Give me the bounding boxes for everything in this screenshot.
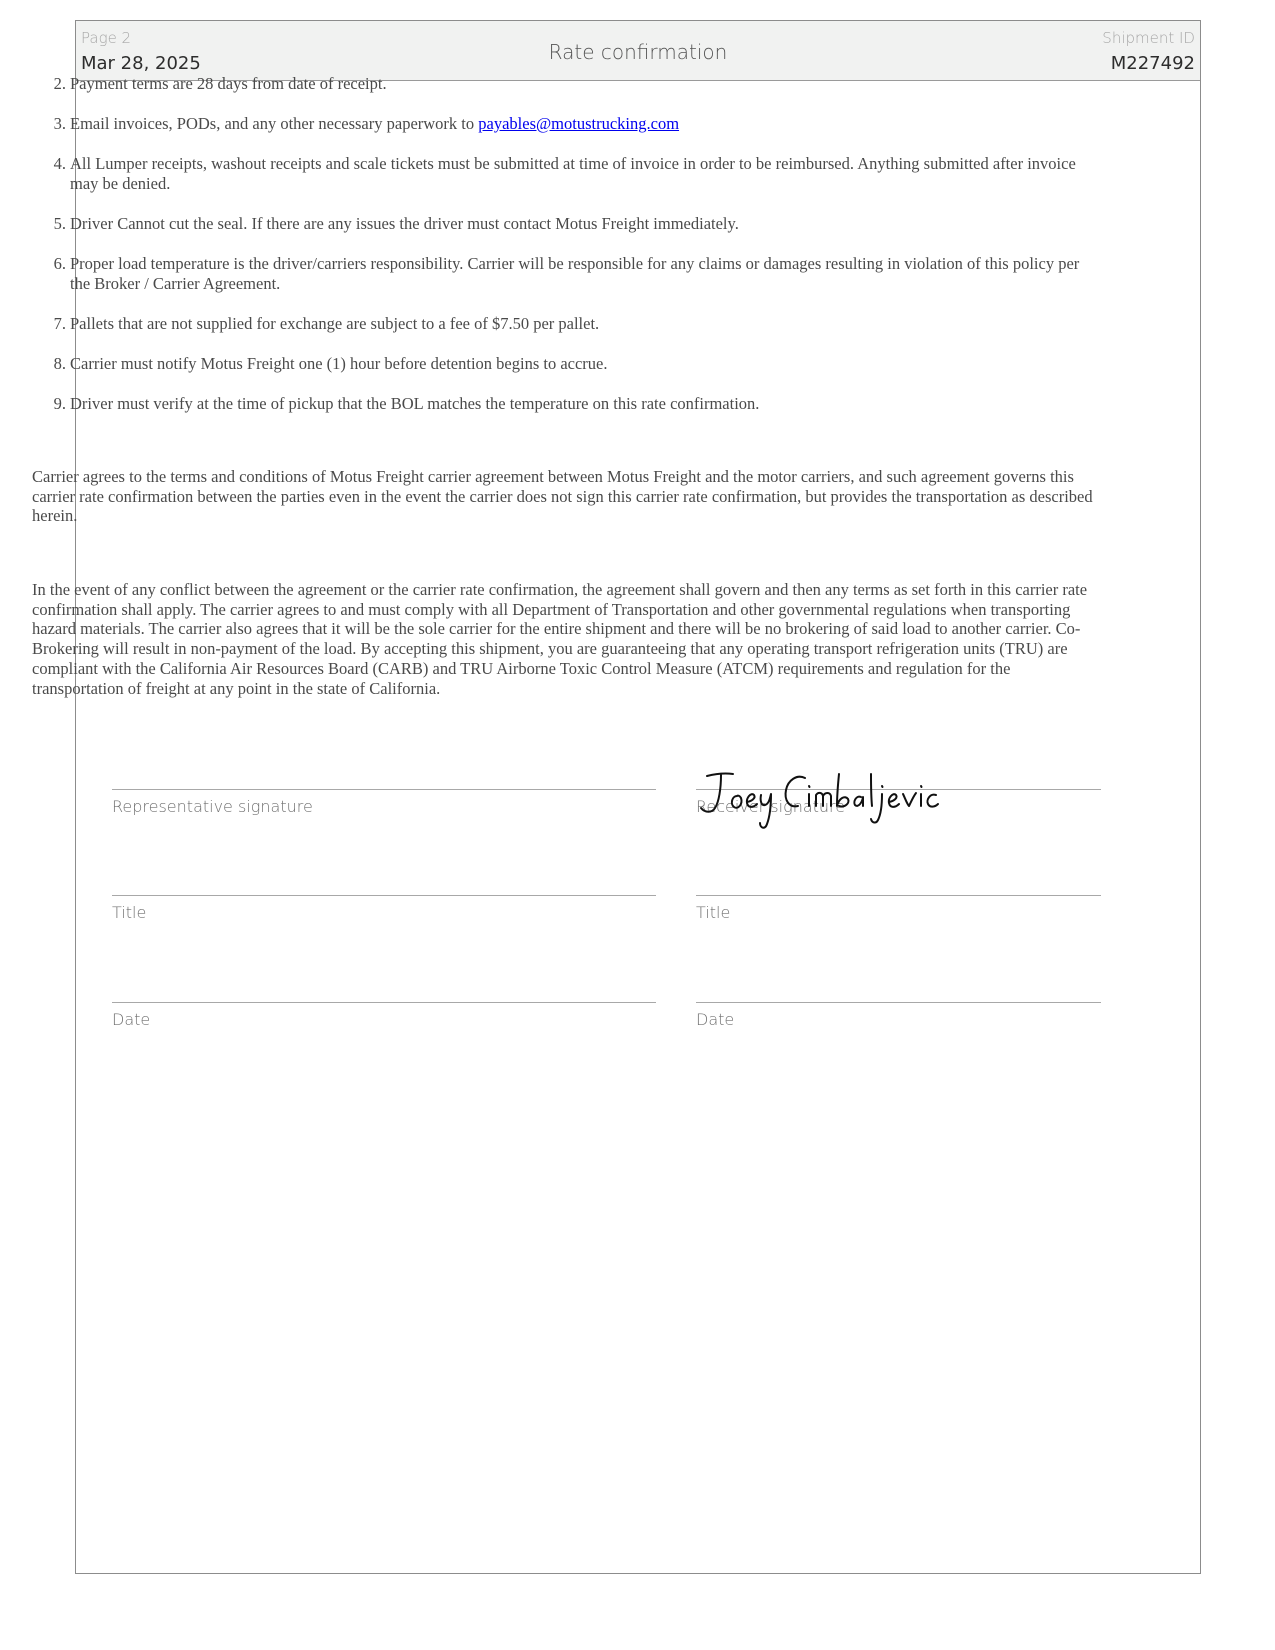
page-number: Page 2 — [81, 29, 132, 47]
shipment-id-value: M227492 — [1110, 53, 1195, 74]
document-title: Rate confirmation — [548, 40, 728, 64]
representative-title-line[interactable] — [112, 895, 656, 896]
document-date: Mar 28, 2025 — [81, 53, 201, 74]
representative-date-line[interactable] — [112, 1002, 656, 1003]
term-item: 8. Carrier must notify Motus Freight one (1) hour before detention begins to accrue. — [53, 354, 608, 373]
representative-title-label: Title — [112, 903, 147, 922]
term-item: 5. Driver Cannot cut the seal. If there are any issues the driver must contact Motus Freight immediately. — [53, 214, 739, 233]
terms-list — [53, 74, 1090, 434]
term-item: 3. Email invoices, PODs, and any other necessary paperwork to payables@motustrucking.com — [53, 114, 680, 133]
representative-date-label: Date — [112, 1010, 151, 1029]
term-item: 4. All Lumper receipts, washout receipts and scale tickets must be submitted at time of invoice in order to be reimbursed. Anything submitted after invoice may be denied. — [53, 154, 1076, 193]
receiver-title-label: Title — [696, 903, 731, 922]
agreement-paragraph: Carrier agrees to the terms and conditions of Motus Freight carrier agreement between Motus Freight and the motor carriers, and such agreement governs this carrier rate confirmation between the parties even in the event the carrier does not sign this carrier rate confirmation, but provides the transportation as described herein. — [32, 467, 1093, 526]
term-item: 2. Payment terms are 28 days from date of receipt. — [53, 74, 387, 93]
term-item: 9. Driver must verify at the time of pickup that the BOL matches the temperature on this rate confirmation. — [53, 394, 760, 413]
shipment-id-label: Shipment ID — [1102, 29, 1195, 47]
receiver-title-line[interactable] — [696, 895, 1101, 896]
term-item: 7. Pallets that are not supplied for exchange are subject to a fee of $7.50 per pallet. — [53, 314, 600, 333]
conflict-paragraph: In the event of any conflict between the agreement or the carrier rate confirmation, the agreement shall govern and then any terms as set forth in this carrier rate confirmation shall apply. The carrier agrees to and must comply with all Department of Transportation and other governmental regulations when transporting hazard materials. The carrier also agrees that it will be the sole carrier for the entire shipment and there will be no brokering of said load to another carrier. Co-Brokering will result in non-payment of the load. By accepting this shipment, you are guaranteeing that any operating transport refrigeration units (TRU) are compliant with the California Air Resources Board (CARB) and TRU Airborne Toxic Control Measure (ATCM) requirements and regulation for the transportation of freight at any point in the state of California. — [32, 580, 1088, 698]
representative-signature-label: Representative signature — [112, 797, 313, 816]
document-header — [76, 21, 1200, 81]
receiver-signature-image — [685, 768, 955, 834]
receiver-signature-label: Receiver signature — [696, 797, 846, 816]
representative-signature-line[interactable] — [112, 789, 656, 790]
receiver-date-label: Date — [696, 1010, 735, 1029]
term-item: 6. Proper load temperature is the driver/carriers responsibility. Carrier will be responsible for any claims or damages resulting in violation of this policy per the Broker / Carrier Agreement. — [53, 254, 1080, 293]
receiver-date-line[interactable] — [696, 1002, 1101, 1003]
payables-email-link[interactable]: payables@motustrucking.com — [478, 114, 680, 133]
